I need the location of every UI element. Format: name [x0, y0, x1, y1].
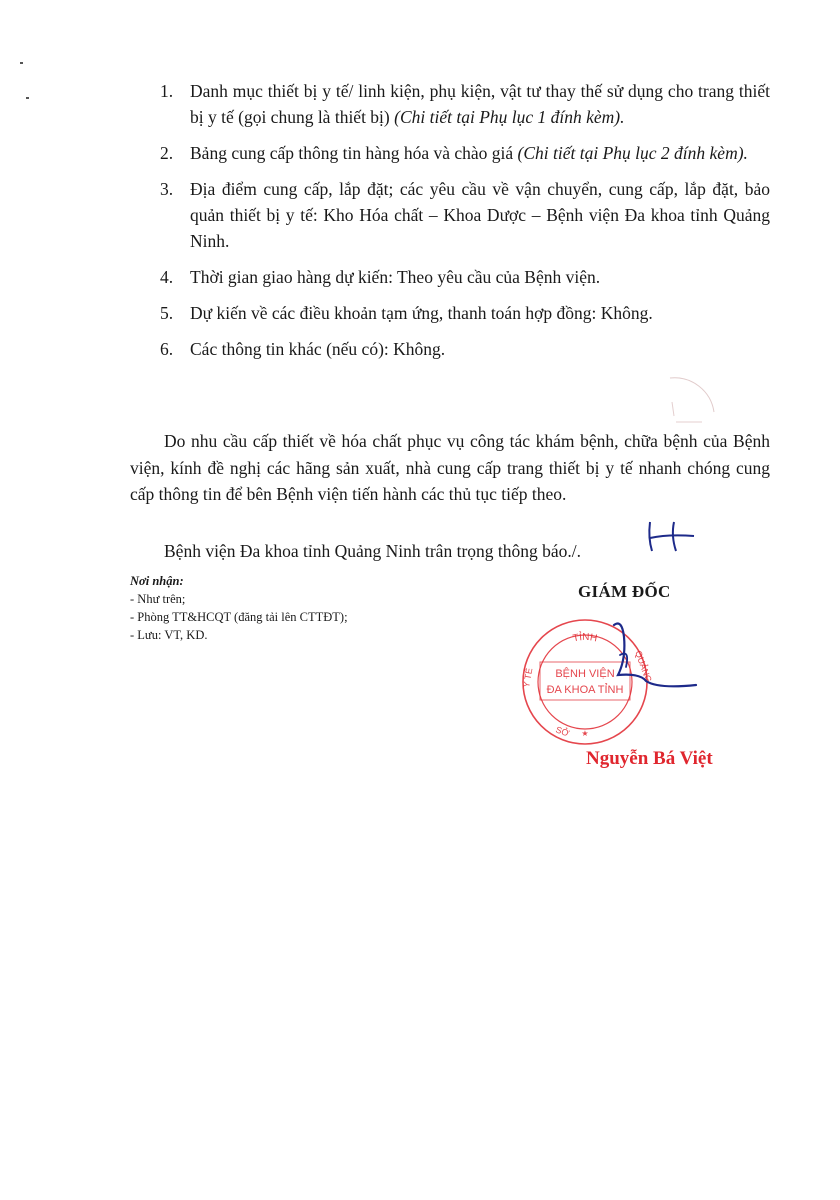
recipients-block [130, 572, 348, 644]
list-item [160, 336, 770, 362]
item-note: (Chi tiết tại Phụ lục 1 đính kèm). [394, 107, 625, 127]
recipient-item: - Lưu: VT, KD. [130, 628, 208, 642]
recipient-item: - Phòng TT&HCQT (đăng tải lên CTTĐT); [130, 610, 348, 624]
item-text: Bảng cung cấp thông tin hàng hóa và chào giá [190, 143, 518, 163]
svg-text:TỈNH [572, 630, 598, 644]
recipients-title: Nơi nhận: [130, 574, 184, 588]
seal-ring-top: TỈNH [571, 631, 599, 645]
item-text: Địa điểm cung cấp, lắp đặt; các yêu cầu về vận chuyển, cung cấp, lắp đặt, bảo quản thiết bị y tế: Kho Hóa chất – Khoa Dược – Bệnh viện Đa khoa tỉnh Quảng Ninh. [190, 179, 770, 251]
seal-ring-right: QUẢNG [633, 649, 654, 684]
item-text: Danh mục thiết bị y tế/ linh kiện, phụ kiện, vật tư thay thế sử dụng cho trang thiết bị y tế (gọi chung là thiết bị) [190, 81, 770, 127]
item-number: 5. [160, 303, 174, 323]
item-number: 2. [160, 143, 174, 163]
seal-center-line1: BỆNH VIỆN [555, 668, 615, 680]
scan-speck [20, 62, 23, 64]
request-paragraph: Do nhu cầu cấp thiết về hóa chất phục vụ công tác khám bệnh, chữa bệnh của Bệnh viện, kính đề nghị các hãng sản xuất, nhà cung cấp trang thiết bị y tế nhanh chóng cung cấp thông tin để bên Bệnh viện tiến hành các thủ tục tiếp theo. [130, 431, 770, 504]
list-item [160, 264, 770, 290]
seal-ring-left: Y TẾ [521, 667, 535, 689]
item-note: (Chi tiết tại Phụ lục 2 đính kèm). [517, 143, 748, 163]
signer-name: Nguyễn Bá Việt [586, 748, 713, 769]
item-text: Dự kiến về các điều khoản tạm ứng, thanh toán hợp đồng: Không. [190, 303, 653, 323]
list-item [160, 300, 770, 326]
seal-center-line2: ĐA KHOA TỈNH [546, 684, 624, 696]
item-text: Các thông tin khác (nếu có): Không. [190, 339, 446, 359]
signer-title: GIÁM ĐỐC [578, 582, 671, 601]
initial-mark [644, 518, 698, 554]
list-item [160, 176, 770, 254]
handwritten-signature [600, 615, 710, 715]
recipient-item: - Như trên; [130, 592, 186, 606]
faint-stamp-mark [662, 372, 722, 452]
list-item [160, 78, 770, 130]
info-list [160, 78, 770, 372]
seal-star: ★ [581, 729, 589, 738]
list-item [160, 140, 770, 166]
item-number: 4. [160, 267, 174, 287]
item-number: 6. [160, 339, 174, 359]
item-number: 1. [160, 81, 174, 101]
seal-ring-bottom: SỞ [554, 724, 571, 739]
closing-paragraph: Bệnh viện Đa khoa tỉnh Quảng Ninh trân trọng thông báo./. [164, 541, 582, 561]
item-text: Thời gian giao hàng dự kiến: Theo yêu cầu của Bệnh viện. [190, 267, 601, 287]
item-number: 3. [160, 179, 174, 199]
scan-speck [26, 97, 29, 99]
